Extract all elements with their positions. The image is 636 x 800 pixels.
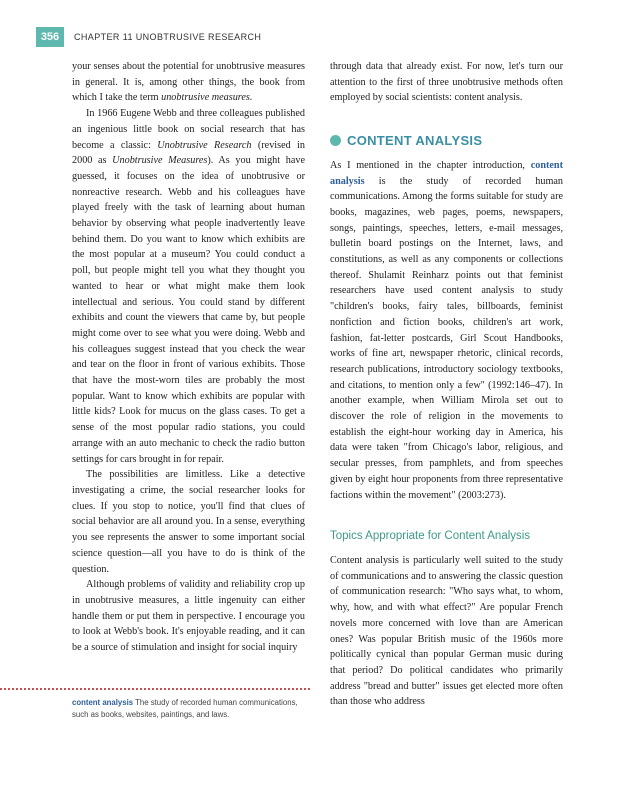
page-number: 356: [36, 27, 64, 47]
left-column: [72, 59, 305, 656]
section-heading: [330, 133, 563, 149]
right-column: [330, 59, 563, 710]
paragraph: Content analysis is particularly well suited to the study of communications and to answering the classic question of communication research: "Who says what, to whom, why, how, and with what effect?" Are popular French novels more concerned with love than are American ones? Was popular British music of the 1960s more politically cynical than popular German music during that period? Do political candidates who primarily address "bread and butter" issues get elected more often than those who address: [330, 554, 563, 708]
section-title: CONTENT ANALYSIS: [347, 133, 483, 149]
page-header: [36, 26, 261, 48]
paragraph: through data that already exist. For now, let's turn our attention to the first of three unobtrusive methods often employed by social scientists: content analysis.: [330, 61, 563, 104]
paragraph: As I mentioned in the chapter introduction, content analysis is the study of recorded human communications. Among the forms suitable for study are books, magazines, web pages, poems, newspapers, songs, paintings, speeches, letters, e-mail messages, bulletin board postings on the Internet, laws, and constitutions, as well as any components or collections thereof. Shulamit Reinharz points out that feminist researchers have used content analysis to study "children's books, fairy tales, billboards, feminist nonfiction and fiction books, children's art work, fashion, fat-letter postcards, Girl Scout Handbooks, works of fine art, newspaper rhetoric, clinical records, research publications, introductory sociology textbooks, and citations, to mention only a few" (1992:146–47). In another example, when William Mirola set out to discover the role of religion in the movements to establish the eight-hour working day in America, his data were taken "from Chicago's labor, religious, and secular presses, from pamphlets, and from speeches given by eight hour proponents from three representative factions within the movement" (2003:273).: [330, 159, 563, 501]
key-term: content analysis: [330, 159, 563, 187]
footnote-term: content analysis: [72, 698, 134, 707]
subsection-title: Topics Appropriate for Content Analysis: [330, 530, 531, 543]
paragraph: Although problems of validity and reliability crop up in unobtrusive measures, a little ingenuity can either handle them or put them in perspective. I encourage you to look at Webb's book. It's enjoyable reading, and it can be a source of stimulation and insight for social inquiry: [72, 579, 305, 654]
paragraph: In 1966 Eugene Webb and three colleagues published an ingenious little book on social research that has become a classic: Unobtrusive Research (revised in 2000 as Unobtrusive Measures). As you might have guessed, it focuses on the idea of unobtrusive or nonreactive research. Webb and his colleagues have played freely with the task of learning about human behavior by observing what people inadvertently leave behind them. Do you want to know which exhibits are the most popular at a museum? You could conduct a poll, but people might tell you what they thought you wanted to hear or what might make them look intellectual and serious. You could stand by different exhibits and count the viewers that came by, but people might come over to see what you were doing. Webb and his colleagues suggest instead that you check the wear and tear on the floor in front of various exhibits. Those that have the most-worn tiles are probably the most popular. Want to know which exhibits are popular with little kids? Look for mucus on the glass cases. To get a sense of the most popular radio stations, you could arrange with an auto mechanic to check the radio button settings for cars brought in for repair.: [72, 108, 305, 465]
paragraph: The possibilities are limitless. Like a detective investigating a crime, the social researcher looks for clues. If you stop to notice, you'll find that clues of social behavior are all around you. In a sense, everything you see represents the answer to some important social science question—all you have to do is think of the question.: [72, 469, 305, 575]
glossary-footnote: [72, 697, 307, 721]
chapter-title: CHAPTER 11 UNOBTRUSIVE RESEARCH: [74, 32, 262, 42]
paragraph: your senses about the potential for unobtrusive measures in general. It is, among other things, the book from which I take the term unobtrusive measures.: [72, 61, 305, 104]
footnote-divider: [0, 688, 310, 690]
footnote-definition: The study of recorded human communications, such as books, websites, paintings, and laws.: [72, 698, 298, 719]
bullet-dot-icon: [330, 135, 341, 146]
